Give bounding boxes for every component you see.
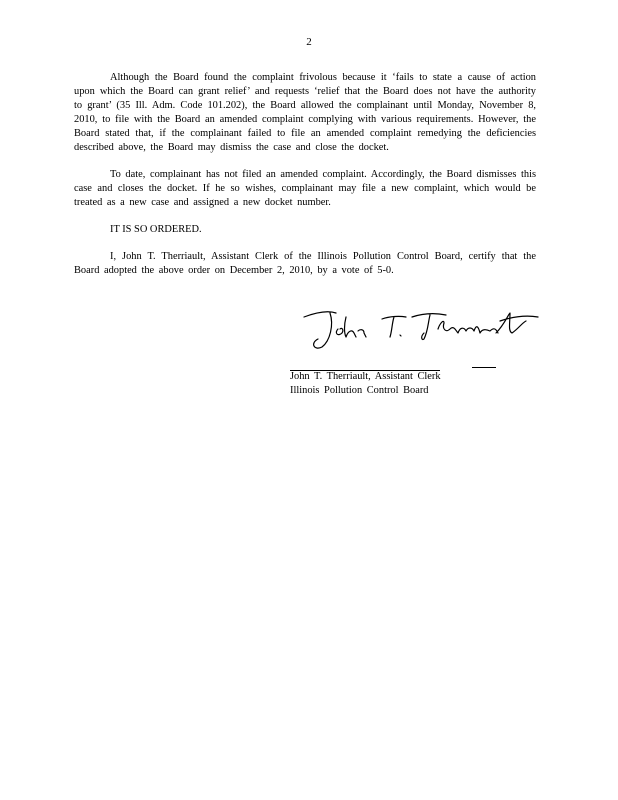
handwritten-signature bbox=[300, 303, 540, 355]
signer-name-title: John T. Therriault, Assistant Clerk bbox=[290, 371, 441, 382]
document-body bbox=[74, 71, 536, 291]
signature-line-short bbox=[472, 367, 496, 368]
signature-block bbox=[290, 303, 550, 403]
signer-organization: Illinois Pollution Control Board bbox=[290, 385, 429, 396]
page-number: 2 bbox=[306, 36, 312, 48]
order-statement: IT IS SO ORDERED. bbox=[110, 224, 202, 235]
certification-paragraph: I, John T. Therriault, Assistant Clerk of the Illinois Pollution Control Board, certify that the Board adopted the above order on December 2, 2010, by a vote of 5-0. bbox=[74, 251, 536, 276]
paragraph-background: Although the Board found the complaint frivolous because it ‘fails to state a cause of action upon which the Board can grant relief’ and requests ‘relief that the Board does not have the authority to grant’ (35 Ill. Adm. Code 101.202), the Board allowed the complainant until Monday, November 8, 2010, to file with the Board an amended complaint complying with various requirements. However, the Board stated that, if the complainant failed to file an amended complaint remedying the deficiencies described above, the Board may dismiss the case and close the docket. bbox=[74, 72, 536, 153]
paragraph-dismissal: To date, complainant has not filed an amended complaint. Accordingly, the Board dismisses this case and closes the docket. If he so wishes, complainant may file a new complaint, which would be treated as a new case and assigned a new docket number. bbox=[74, 169, 536, 208]
